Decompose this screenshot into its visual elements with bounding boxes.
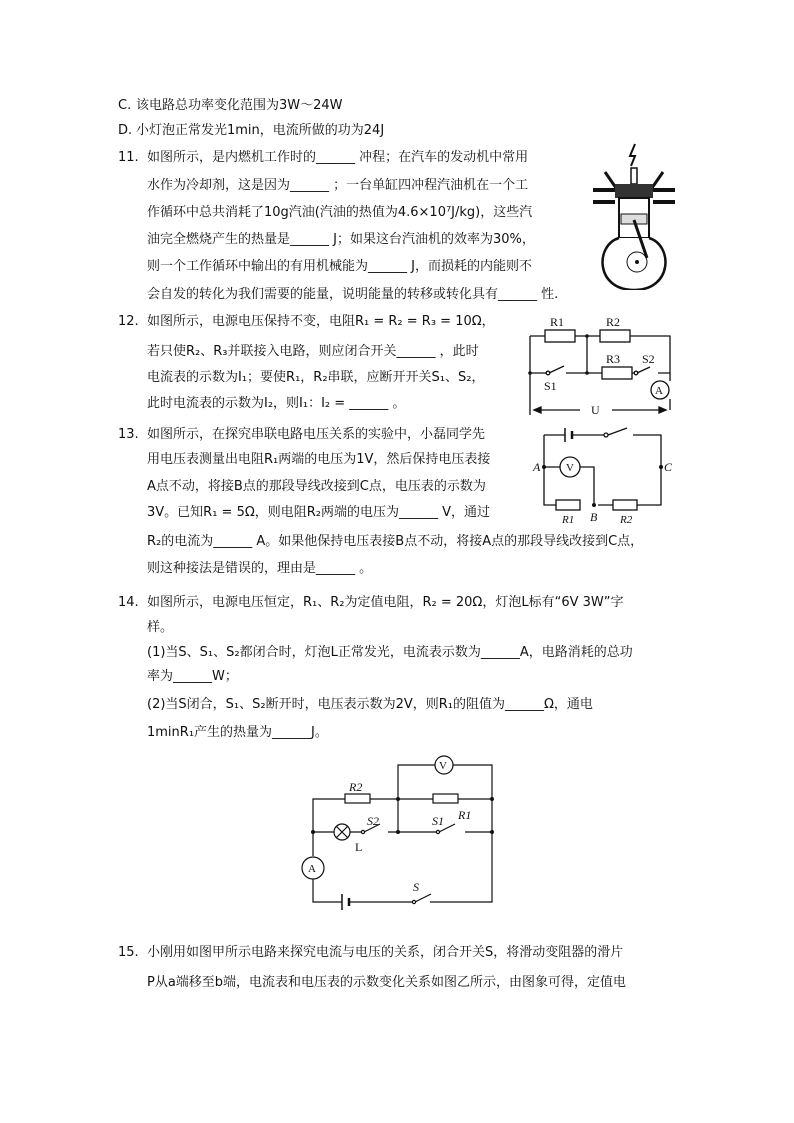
label-s: S [413, 880, 419, 894]
option-c-text: 该电路总功率变化范围为3W～24W [136, 98, 343, 113]
circuit-q13 [530, 425, 675, 530]
label-s1: S1 [544, 379, 557, 393]
label-r1: R1 [458, 808, 472, 822]
question-number: 15. [118, 945, 139, 960]
engine-stroke-figure [585, 140, 680, 290]
label-r3: R3 [606, 352, 621, 366]
question-line: 油完全燃烧产生的热量是______ J；如果这台汽油机的效率为30%， [147, 232, 535, 247]
label-ammeter: A [308, 863, 316, 875]
question-line: 如图所示，是内燃机工作时的______ 冲程；在汽车的发动机中常用 [147, 150, 529, 165]
question-line: 3V。已知R₁ = 5Ω，则电阻R₂两端的电压为______ V，通过 [147, 505, 491, 520]
option-d-label: D. [118, 123, 133, 138]
resistor-r2 [600, 330, 630, 342]
label-voltage: U [591, 403, 600, 415]
question-line: A点不动，将接B点的那段导线改接到C点，电压表的示数为 [147, 479, 486, 494]
question-line: (2)当S闭合，S₁、S₂断开时，电压表示数为2V，则R₁的阻值为______Ω，通电 [147, 697, 593, 712]
question-line: 率为______W； [147, 669, 238, 684]
label-voltmeter: V [566, 462, 574, 474]
question-line: 若只使R₂、R₃并联接入电路，则应闭合开关______ ，此时 [147, 344, 479, 359]
question-line: 用电压表测量出电阻R₁两端的电压为1V，然后保持电压表接 [147, 452, 491, 467]
question-line: 1minR₁产生的热量为______J。 [147, 725, 328, 740]
question-line: 如图所示，在探究串联电路电压关系的实验中，小磊同学先 [147, 427, 486, 442]
question-number: 14. [118, 595, 139, 610]
question-line: 则一个工作循环中输出的有用机械能为______ J，而损耗的内能则不 [147, 259, 532, 274]
question-line: 作循环中总共消耗了10g汽油(汽油的热值为4.6×10⁷J/kg)，这些汽 [147, 205, 533, 220]
question-line: 如图所示，电源电压恒定，R₁、R₂为定值电阻，R₂ = 20Ω，灯泡L标有“6V 3W”字 [147, 595, 624, 610]
circuit-q12 [520, 310, 680, 415]
question-line: 电流表的示数为I₁；要使R₁，R₂串联，应断开开关S₁、S₂， [147, 370, 485, 385]
label-r2: R2 [349, 780, 363, 794]
label-s2: S2 [642, 352, 655, 366]
label-r1: R1 [550, 315, 565, 329]
question-line: 水作为冷却剂，这是因为______ ；一台单缸四冲程汽油机在一个工 [147, 178, 529, 193]
question-line: 会自发的转化为我们需要的能量，说明能量的转移或转化具有______ 性. [147, 287, 559, 302]
label-s1: S1 [432, 814, 444, 828]
label-r2: R2 [606, 315, 621, 329]
question-line: 小刚用如图甲所示电路来探究电流与电压的关系，闭合开关S，将滑动变阻器的滑片 [147, 945, 624, 960]
circuit-q14 [295, 752, 505, 912]
label-r2: R2 [620, 514, 633, 526]
resistor-r3 [602, 367, 632, 379]
label-s2: S2 [367, 814, 379, 828]
label-ammeter: A [655, 385, 663, 397]
resistor-r1 [545, 330, 575, 342]
label-c: C [664, 460, 673, 474]
label-r1: R1 [562, 514, 575, 526]
question-line: P从a端移至b端，电流表和电压表的示数变化关系如图乙所示，由图象可得，定值电 [147, 975, 627, 990]
option-d-text: 小灯泡正常发光1min，电流所做的功为24J [136, 123, 385, 138]
question-number: 11. [118, 150, 139, 165]
question-line: R₂的电流为______ A。如果他保持电压表接B点不动，将接A点的那段导线改接到C点， [147, 534, 644, 549]
question-number: 12. [118, 314, 139, 329]
label-a: A [533, 460, 541, 474]
label-b: B [590, 510, 598, 524]
question-line: 则这种接法是错误的，理由是______ 。 [147, 561, 373, 576]
option-c-label: C. [118, 98, 132, 113]
label-voltmeter: V [439, 760, 447, 772]
question-line: 样。 [147, 620, 174, 635]
label-lamp: L [355, 840, 363, 854]
question-line: 此时电流表的示数为I₂，则I₁：I₂ = ______ 。 [147, 396, 406, 411]
question-line: (1)当S、S₁、S₂都闭合时，灯泡L正常发光，电流表示数为______A，电路消耗的总功 [147, 645, 633, 660]
question-line: 如图所示，电源电压保持不变，电阻R₁ = R₂ = R₃ = 10Ω， [147, 314, 495, 329]
question-number: 13. [118, 427, 139, 442]
